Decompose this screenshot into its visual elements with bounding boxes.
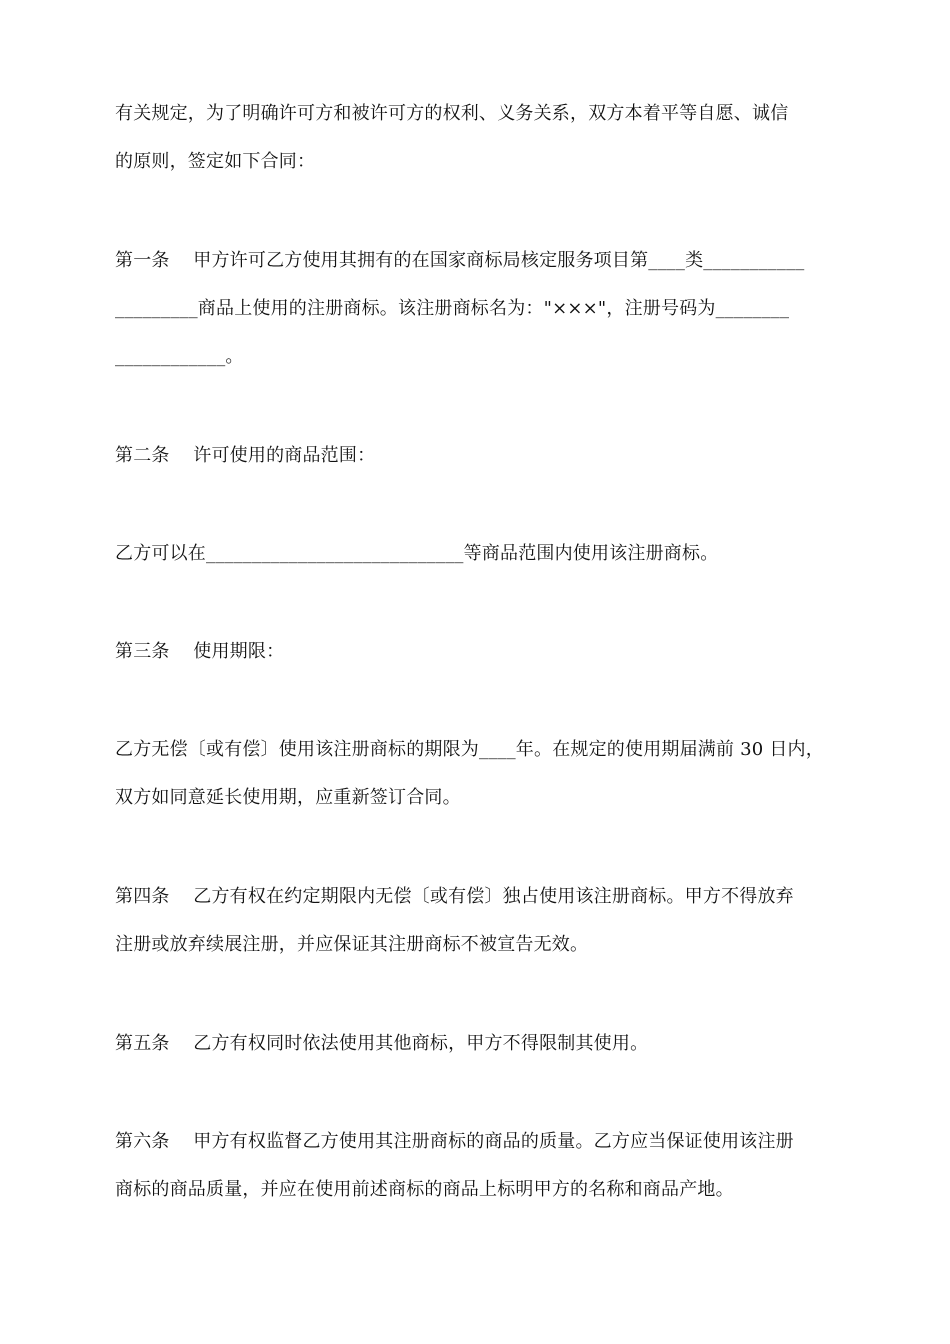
article-5-line-1: 第五条 乙方有权同时依法使用其他商标，甲方不得限制其使用。: [115, 1033, 649, 1054]
article-2-body: 乙方可以在____________________________等商品范围内使用该注册商标。: [115, 543, 719, 564]
article-2-heading: 第二条 许可使用的商品范围：: [115, 445, 376, 466]
article-3-body: [115, 733, 855, 829]
article-6-line-1: 第六条 甲方有权监督乙方使用其注册商标的商品的质量。乙方应当保证使用该注册: [115, 1131, 794, 1152]
article-1-line-2: _________商品上使用的注册商标。该注册商标名为："×××"，注册号码为________: [115, 298, 790, 319]
article-3-line-1: 乙方无偿〔或有偿〕使用该注册商标的期限为____年。在规定的使用期届满前 30 日内，: [115, 739, 824, 760]
paragraph-gap: [115, 388, 855, 439]
article-4-line-1: 第四条 乙方有权在约定期限内无偿〔或有偿〕独占使用该注册商标。甲方不得放弃: [115, 886, 794, 907]
paragraph-gap: [115, 683, 855, 733]
article-1-line-1: 第一条 甲方许可乙方使用其拥有的在国家商标局核定服务项目第____类___________: [115, 250, 805, 271]
document-page: [115, 97, 855, 1221]
article-1-line-3: ____________。: [115, 346, 244, 367]
paragraph-gap: [115, 487, 855, 537]
article-1: [115, 244, 855, 388]
article-3-line-2: 双方如同意延长使用期，应重新签订合同。: [115, 787, 461, 808]
intro-paragraph: [115, 97, 855, 193]
article-6: [115, 1125, 855, 1221]
article-4: [115, 880, 855, 976]
paragraph-gap: [115, 829, 855, 880]
article-4-line-2: 注册或放弃续展注册，并应保证其注册商标不被宣告无效。: [115, 934, 589, 955]
article-6-line-2: 商标的商品质量，并应在使用前述商标的商品上标明甲方的名称和商品产地。: [115, 1179, 734, 1200]
paragraph-gap: [115, 1075, 855, 1125]
intro-line-2: 的原则，签定如下合同：: [115, 151, 316, 172]
intro-line-1: 有关规定，为了明确许可方和被许可方的权利、义务关系，双方本着平等自愿、诚信: [115, 103, 789, 124]
paragraph-gap: [115, 585, 855, 635]
paragraph-gap: [115, 976, 855, 1027]
paragraph-gap: [115, 193, 855, 244]
article-3-heading: 第三条 使用期限：: [115, 641, 285, 662]
